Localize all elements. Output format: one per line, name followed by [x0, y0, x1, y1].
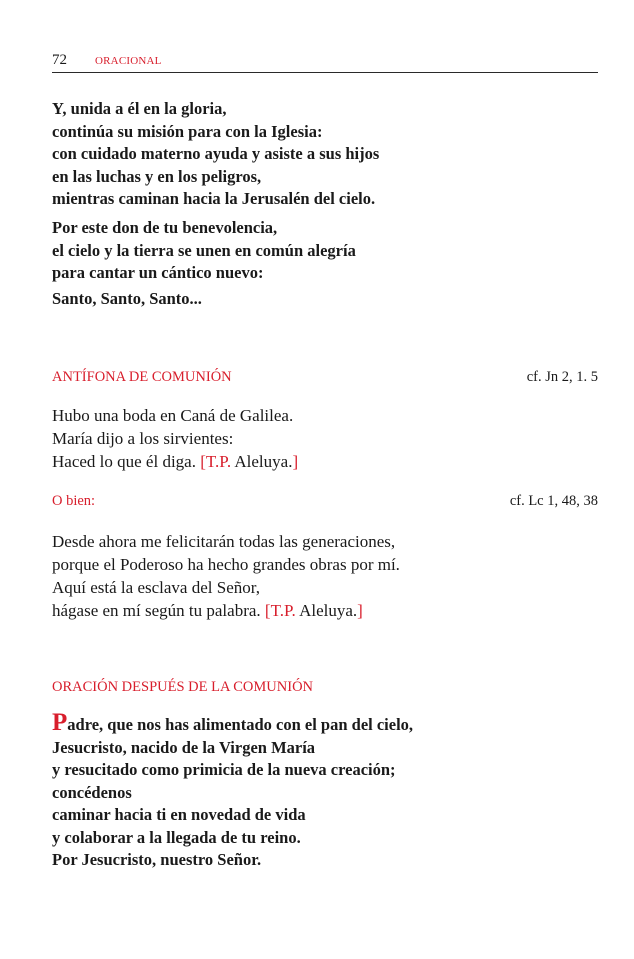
text-line: Aquí está la esclava del Señor, — [52, 578, 260, 597]
text-line — [52, 599, 598, 622]
text-line: continúa su misión para con la Iglesia: — [52, 121, 323, 141]
text-line: el cielo y la tierra se unen en común alegría — [52, 240, 356, 260]
alternative-label: O bien: — [52, 493, 96, 509]
text-line: mientras caminan hacia la Jerusalén del cielo. — [52, 189, 376, 208]
tp-close-bracket: ] — [357, 601, 363, 620]
first-line-text: adre, que nos has alimentado con el pan del cielo, — [67, 715, 414, 734]
tp-label: [T.P. — [200, 452, 232, 471]
text-line: y colaborar a la llegada de tu reino. — [52, 827, 301, 847]
text-line: Desde ahora me felicitarán todas las generaciones, — [52, 532, 396, 551]
text-line: y resucitado como primicia de la nueva creación; — [52, 760, 396, 779]
section-title: ANTÍFONA DE COMUNIÓN — [52, 369, 232, 385]
closing-line: Por Jesucristo, nuestro Señor. — [52, 850, 262, 869]
scripture-reference: cf. Jn 2, 1. 5 — [526, 369, 598, 385]
page-header — [52, 50, 598, 73]
page-number: 72 — [52, 52, 67, 68]
text-line: porque el Poderoso ha hecho grandes obras por mí. — [52, 555, 400, 574]
preface-paragraph-1 — [52, 98, 598, 211]
sanctus-line: Santo, Santo, Santo... — [52, 289, 202, 308]
text-line: para cantar un cántico nuevo: — [52, 263, 264, 282]
text-line: caminar hacia ti en novedad de vida — [52, 805, 306, 824]
text-line: Hubo una boda en Caná de Galilea. — [52, 406, 294, 425]
scripture-reference: cf. Lc 1, 48, 38 — [509, 493, 598, 509]
alleluia-text: Aleluya. — [299, 601, 358, 620]
text-line: Jesucristo, nacido de la Virgen María — [52, 737, 316, 757]
tp-close-bracket: ] — [292, 452, 299, 471]
text-line — [52, 709, 598, 737]
antiphon-last-line: hágase en mí según tu palabra. — [52, 601, 261, 620]
text-line: en las luchas y en los peligros, — [52, 166, 262, 186]
preface-paragraph-3 — [52, 288, 598, 311]
preface-paragraph-2 — [52, 217, 598, 285]
drop-cap: P — [52, 709, 68, 736]
antiphon-last-line: Haced lo que él diga. — [52, 452, 196, 471]
running-title: ORACIONAL — [95, 55, 162, 67]
text-line: María dijo a los sirvientes: — [52, 429, 234, 448]
post-communion-heading — [52, 679, 598, 699]
communion-antiphon-text — [52, 404, 598, 473]
alleluia-text: Aleluya. — [234, 452, 293, 471]
text-line — [52, 450, 598, 473]
text-line: Por este don de tu benevolencia, — [52, 218, 278, 237]
text-line: concédenos — [52, 782, 132, 802]
alternative-heading — [52, 493, 598, 513]
text-line: Y, unida a él en la gloria, — [52, 99, 227, 118]
section-title: ORACIÓN DESPUÉS DE LA COMUNIÓN — [52, 679, 314, 695]
post-communion-prayer — [52, 709, 598, 872]
tp-label: [T.P. — [264, 601, 296, 620]
communion-antiphon-heading — [52, 369, 598, 389]
text-line: con cuidado materno ayuda y asiste a sus hijos — [52, 144, 380, 163]
alternative-antiphon-text — [52, 530, 598, 622]
